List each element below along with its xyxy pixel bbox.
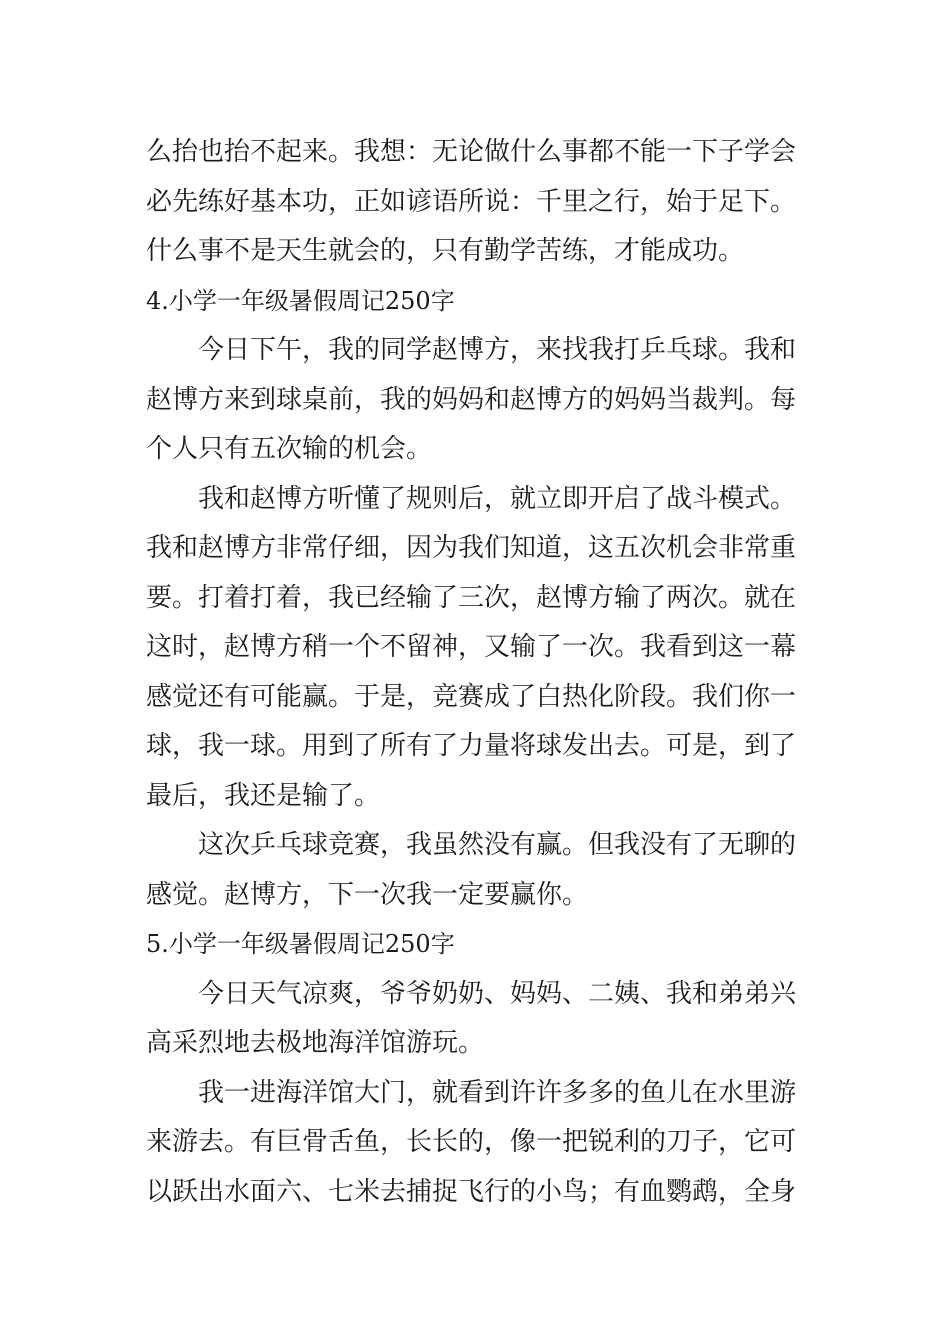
text-line: 高采烈地去极地海洋馆游玩。	[146, 1028, 485, 1058]
paragraph-first-line: 这次乒乓球竞赛，我虽然没有赢。但我没有了无聊的	[198, 830, 797, 860]
text-line: 感觉。赵博方，下一次我一定要赢你。	[146, 879, 589, 910]
text-line: 我和赵博方非常仔细，因为我们知道，这五次机会非常重	[146, 533, 797, 563]
document-page	[146, 128, 810, 1217]
text-line: 要。打着打着，我已经输了三次，赵博方输了两次。就在	[146, 582, 797, 613]
paragraph-first-line: 今日天气凉爽，爷爷奶奶、妈妈、二姨、我和弟弟兴	[198, 978, 797, 1009]
text-line: 么抬也抬不起来。我想：无论做什么事都不能一下子学会	[146, 137, 797, 167]
section-heading: 5.小学一年级暑假周记250字	[146, 930, 455, 958]
text-line: 必先练好基本功，正如谚语所说：千里之行，始于足下。	[146, 186, 797, 217]
text-line: 球，我一球。用到了所有了力量将球发出去。可是，到了	[146, 731, 797, 761]
paragraph-first-line: 我和赵博方听懂了规则后，就立即开启了战斗模式。	[198, 483, 797, 514]
text-line: 这时，赵博方稍一个不留神，又输了一次。我看到这一幕	[146, 632, 797, 662]
text-line: 个人只有五次输的机会。	[146, 434, 433, 464]
text-line: 什么事不是天生就会的，只有勤学苦练，才能成功。	[146, 236, 745, 266]
text-line: 以跃出水面六、七米去捕捉飞行的小鸟；有血鹦鹉，全身	[146, 1176, 797, 1207]
text-line: 赵博方来到球桌前，我的妈妈和赵博方的妈妈当裁判。每	[146, 384, 797, 415]
text-line: 来游去。有巨骨舌鱼，长长的，像一把锐利的刀子，它可	[146, 1127, 797, 1157]
text-line: 感觉还有可能赢。于是，竞赛成了白热化阶段。我们你一	[146, 681, 797, 712]
paragraph-first-line: 我一进海洋馆大门，就看到许许多多的鱼儿在水里游	[198, 1077, 797, 1108]
text-line: 最后，我还是输了。	[146, 780, 381, 811]
section-heading: 4.小学一年级暑假周记250字	[146, 286, 455, 315]
paragraph-first-line: 今日下午，我的同学赵博方，来找我打乒乓球。我和	[198, 335, 797, 365]
